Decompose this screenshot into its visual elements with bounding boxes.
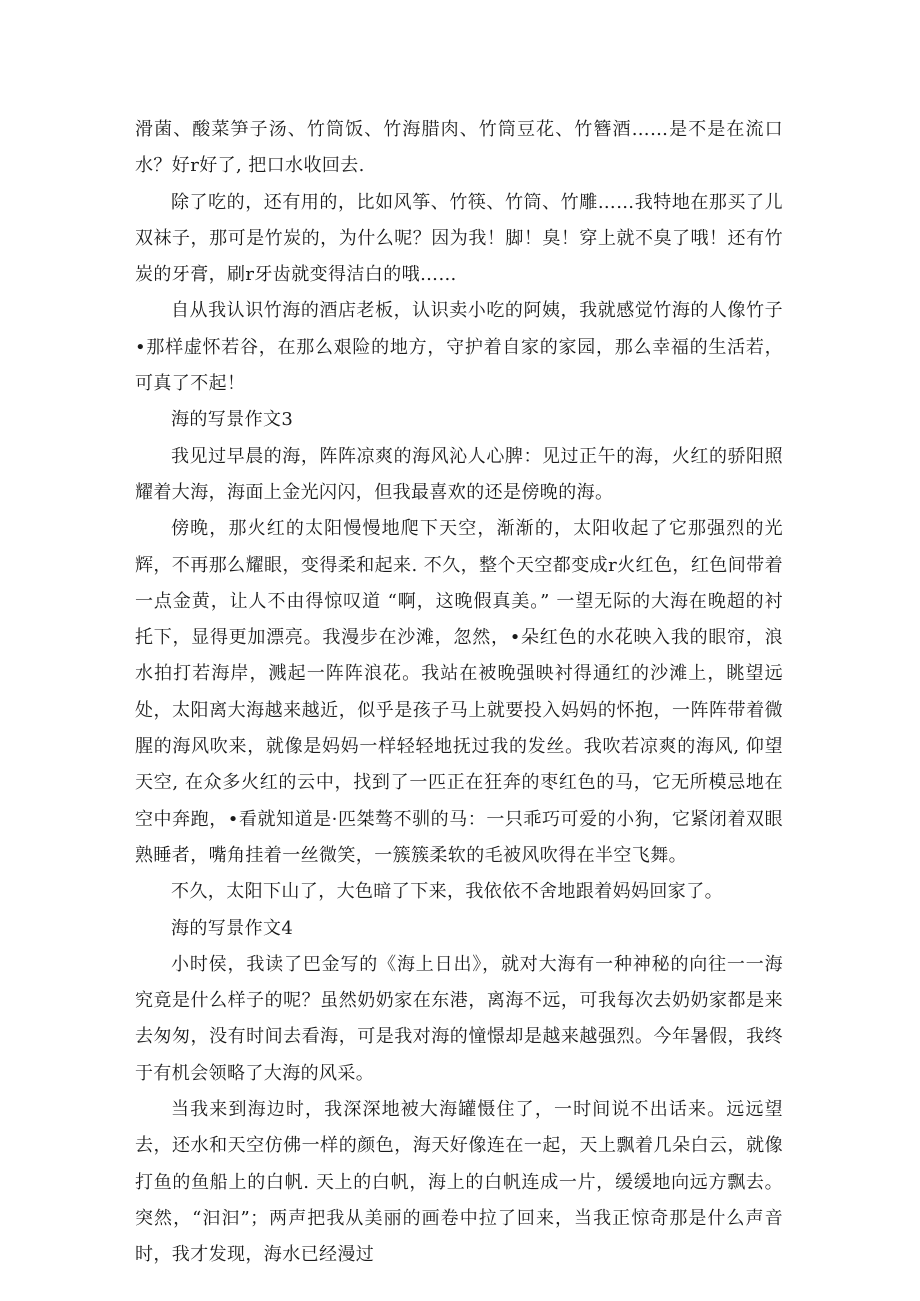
section-heading-essay-3: 海的写景作文3 [171, 409, 294, 431]
paragraph-sea-times: 我见过早晨的海，阵阵凉爽的海风沁人心脾：见过正午的海，火红的骄阳照耀着大海，海面上金光闪闪，但我最喜欢的还是傍晚的海。 [135, 445, 783, 503]
paragraph-arrival-at-sea: 当我来到海边时，我深深地被大海罐慑住了，一时间说不出话来。远远望去，还水和天空仿佛一样的颜色，海天好像连在一起，天上飘着几朵白云，就像打鱼的鱼船上的白帆. 天上的白帆，海上的白帆连成一片，缓缓地向远方飘去。突然，“汩汩”；两声把我从美丽的画卷中拉了回来，当我正惊奇那是什么声音时，我才发现，海水已经漫过 [135, 1099, 783, 1266]
paragraph-childhood-longing: 小时侯，我读了巴金写的《海上日出》，就对大海有一种神秘的向往一一海究竟是什么样子的呢？虽然奶奶家在东港，离海不远，可我每次去奶奶家都是来去匆匆，没有时间去看海，可是我对海的憧憬却是越来越强烈。今年暑假，我终于有机会领略了大海的风采。 [135, 953, 783, 1084]
paragraph-bamboo-goods: 除了吃的，还有用的，比如风筝、竹筷、竹筒、竹雕……我特地在那买了儿双袜子，那可是竹炭的，为什么呢？因为我！脚！臭！穿上就不臭了哦！还有竹炭的牙膏，刷r牙齿就变得洁白的哦…… [135, 191, 783, 286]
section-heading-essay-4: 海的写景作文4 [171, 917, 294, 939]
document-body [135, 112, 783, 1274]
paragraph-bamboo-people: 自从我认识竹海的酒店老板，认识卖小吃的阿姨，我就感觉竹海的人像竹子•那样虚怀若谷，在那么艰险的地方，守护着自家的家园，那么幸福的生活若，可真了不起！ [135, 300, 783, 395]
paragraph-going-home: 不久，太阳下山了，大色暗了下来，我依依不舍地跟着妈妈回家了。 [171, 881, 723, 903]
paragraph-sunset-sea: 傍晚，那火红的太阳慢慢地爬下天空，渐渐的，太阳收起了它那强烈的光辉，不再那么耀眼，变得柔和起来. 不久，整个天空都变成r火红色，红色间带着一点金黄，让人不由得惊叹道 “啊，这晚假真美。” 一望无际的大海在晚超的衬托下，显得更加漂亮。我漫步在沙滩，忽然，•朵红色的水花映入我的眼帘，浪水拍打若海岸，溅起一阵阵浪花。我站在被晚强映衬得通红的沙滩上，眺望远处，太阳离大海越来越近，似乎是孩子马上就要投入妈妈的怀抱，一阵阵带着微腥的海风吹来，就像是妈妈一样轻轻地抚过我的发丝。我吹若凉爽的海风, 仰望天空, 在众多火红的云中，找到了一匹正在狂奔的枣红色的马，它无所模忌地在空中奔跑，•看就知道是·匹桀骜不驯的马：一只乖巧可爱的小狗，它紧闭着双眼熟睡者，嘴角挂着一丝微笑，一簇簇柔软的毛被风吹得在半空飞舞。 [135, 518, 783, 866]
paragraph-food-list: 滑菌、酸菜笋子汤、竹筒饭、竹海腊肉、竹筒豆花、竹簪酒……是不是在流口水？好r好了, 把口水收回去. [135, 119, 783, 177]
